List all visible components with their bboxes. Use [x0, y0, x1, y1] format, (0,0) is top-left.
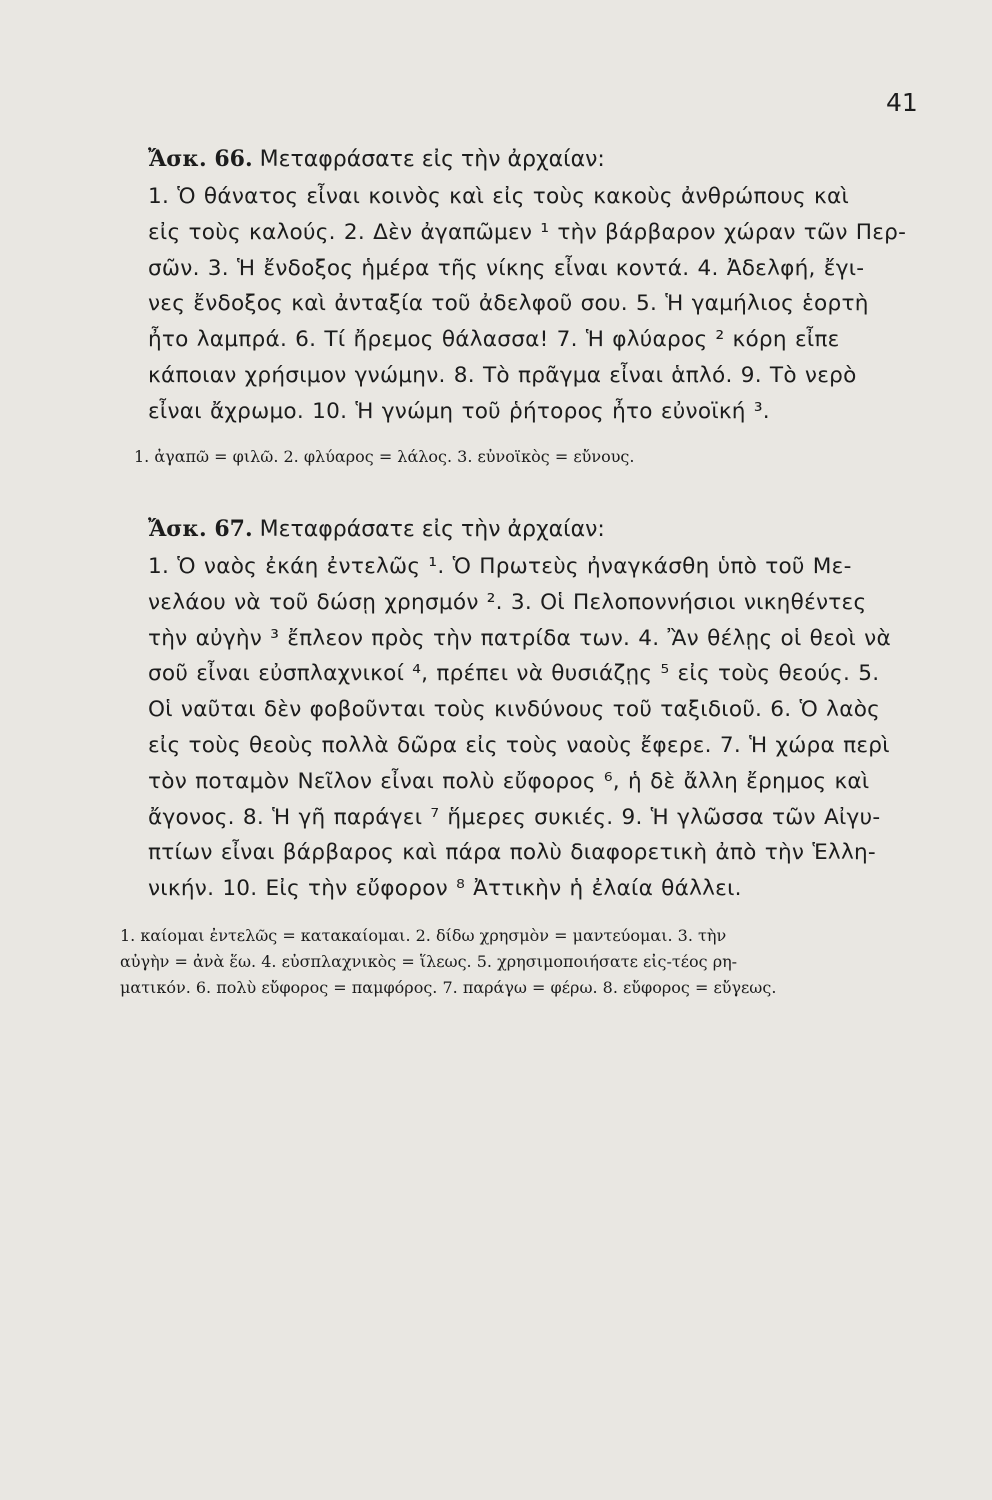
exercise-heading [148, 140, 918, 179]
text-line: νες ἔνδοξος καὶ ἀνταξία τοῦ ἀδελφοῦ σου. 5. Ἡ γαμήλιος ἑορτὴ [148, 291, 869, 317]
exercise-label: Ἄσκ. 66. [148, 146, 253, 172]
footnotes [120, 923, 918, 1001]
footnote-line: 1. ἀγαπῶ = φιλῶ. 2. φλύαρος = λάλος. 3. εὐνοϊκὸς = εὔνους. [134, 446, 635, 466]
exercise-text [148, 179, 918, 430]
exercise-instruction: Μεταφράσατε εἰς τὴν ἀρχαίαν: [259, 517, 605, 542]
footnote-line: 1. καίομαι ἐντελῶς = κατακαίομαι. 2. δίδω χρησμὸν = μαντεύομαι. 3. τὴν [120, 925, 727, 945]
exercise-66 [134, 140, 918, 470]
exercise-67 [120, 510, 918, 1001]
text-line: νικήν. 10. Εἰς τὴν εὔφορον ⁸ Ἀττικὴν ἡ ἐλαία θάλλει. [148, 876, 742, 902]
text-line: εἰς τοὺς καλούς. 2. Δὲν ἀγαπῶμεν ¹ τὴν βάρβαρον χώραν τῶν Περ- [148, 219, 907, 245]
text-line: τὸν ποταμὸν Νεῖλον εἶναι πολὺ εὔφορος ⁶, ἡ δὲ ἄλλη ἔρημος καὶ [148, 768, 870, 794]
exercise-heading [148, 510, 918, 549]
text-line: νελάου νὰ τοῦ δώσῃ χρησμόν ². 3. Οἱ Πελοποννήσιοι νικηθέντες [148, 589, 867, 615]
text-line: εἶναι ἄχρωμο. 10. Ἡ γνώμη τοῦ ῥήτορος ἦτο εὐνοϊκή ³. [148, 398, 770, 424]
page-number: 41 [886, 88, 918, 117]
text-line: πτίων εἶναι βάρβαρος καὶ πάρα πολὺ διαφορετικὴ ἀπὸ τὴν Ἑλλη- [148, 840, 876, 866]
footnote-line: αὐγὴν = ἀνὰ ἕω. 4. εὐσπλαχνικὸς = ἵλεως. 5. χρησιμοποιήσατε εἰς-τέος ρη- [120, 951, 738, 971]
text-line: εἰς τοὺς θεοὺς πολλὰ δῶρα εἰς τοὺς ναοὺς ἔφερε. 7. Ἡ χώρα περὶ [148, 732, 890, 758]
text-line: σοῦ εἶναι εὐσπλαχνικοί ⁴, πρέπει νὰ θυσιάζῃς ⁵ εἰς τοὺς θεούς. 5. [148, 661, 880, 687]
text-line: Οἱ ναῦται δὲν φοβοῦνται τοὺς κινδύνους τοῦ ταξιδιοῦ. 6. Ὁ λαὸς [148, 697, 881, 723]
text-line: τὴν αὐγὴν ³ ἔπλεον πρὸς τὴν πατρίδα των. 4. Ἂν θέλῃς οἱ θεοὶ νὰ [148, 625, 891, 651]
text-line: κάποιαν χρήσιμον γνώμην. 8. Τὸ πρᾶγμα εἶναι ἁπλό. 9. Τὸ νερὸ [148, 362, 857, 388]
exercise-label: Ἄσκ. 67. [148, 516, 253, 542]
text-line: 1. Ὁ ναὸς ἐκάη ἐντελῶς ¹. Ὁ Πρωτεὺς ἠναγκάσθη ὑπὸ τοῦ Με- [148, 554, 852, 579]
text-line: ἦτο λαμπρά. 6. Τί ἤρεμος θάλασσα! 7. Ἡ φλύαρος ² κόρη εἶπε [148, 327, 840, 353]
text-line: ἄγονος. 8. Ἡ γῆ παράγει ⁷ ἥμερες συκιές. 9. Ἡ γλῶσσα τῶν Αἰγυ- [148, 804, 881, 830]
exercise-text [148, 549, 918, 907]
text-line: σῶν. 3. Ἡ ἔνδοξος ἡμέρα τῆς νίκης εἶναι κοντά. 4. Ἀδελφή, ἔγι- [148, 255, 865, 281]
footnotes [134, 444, 918, 470]
text-line: 1. Ὁ θάνατος εἶναι κοινὸς καὶ εἰς τοὺς κακοὺς ἀνθρώπους καὶ [148, 184, 850, 209]
footnote-line: ματικόν. 6. πολὺ εὔφορος = παμφόρος. 7. παράγω = φέρω. 8. εὔφορος = εὔγεως. [120, 977, 777, 997]
exercise-instruction: Μεταφράσατε εἰς τὴν ἀρχαίαν: [259, 147, 605, 172]
